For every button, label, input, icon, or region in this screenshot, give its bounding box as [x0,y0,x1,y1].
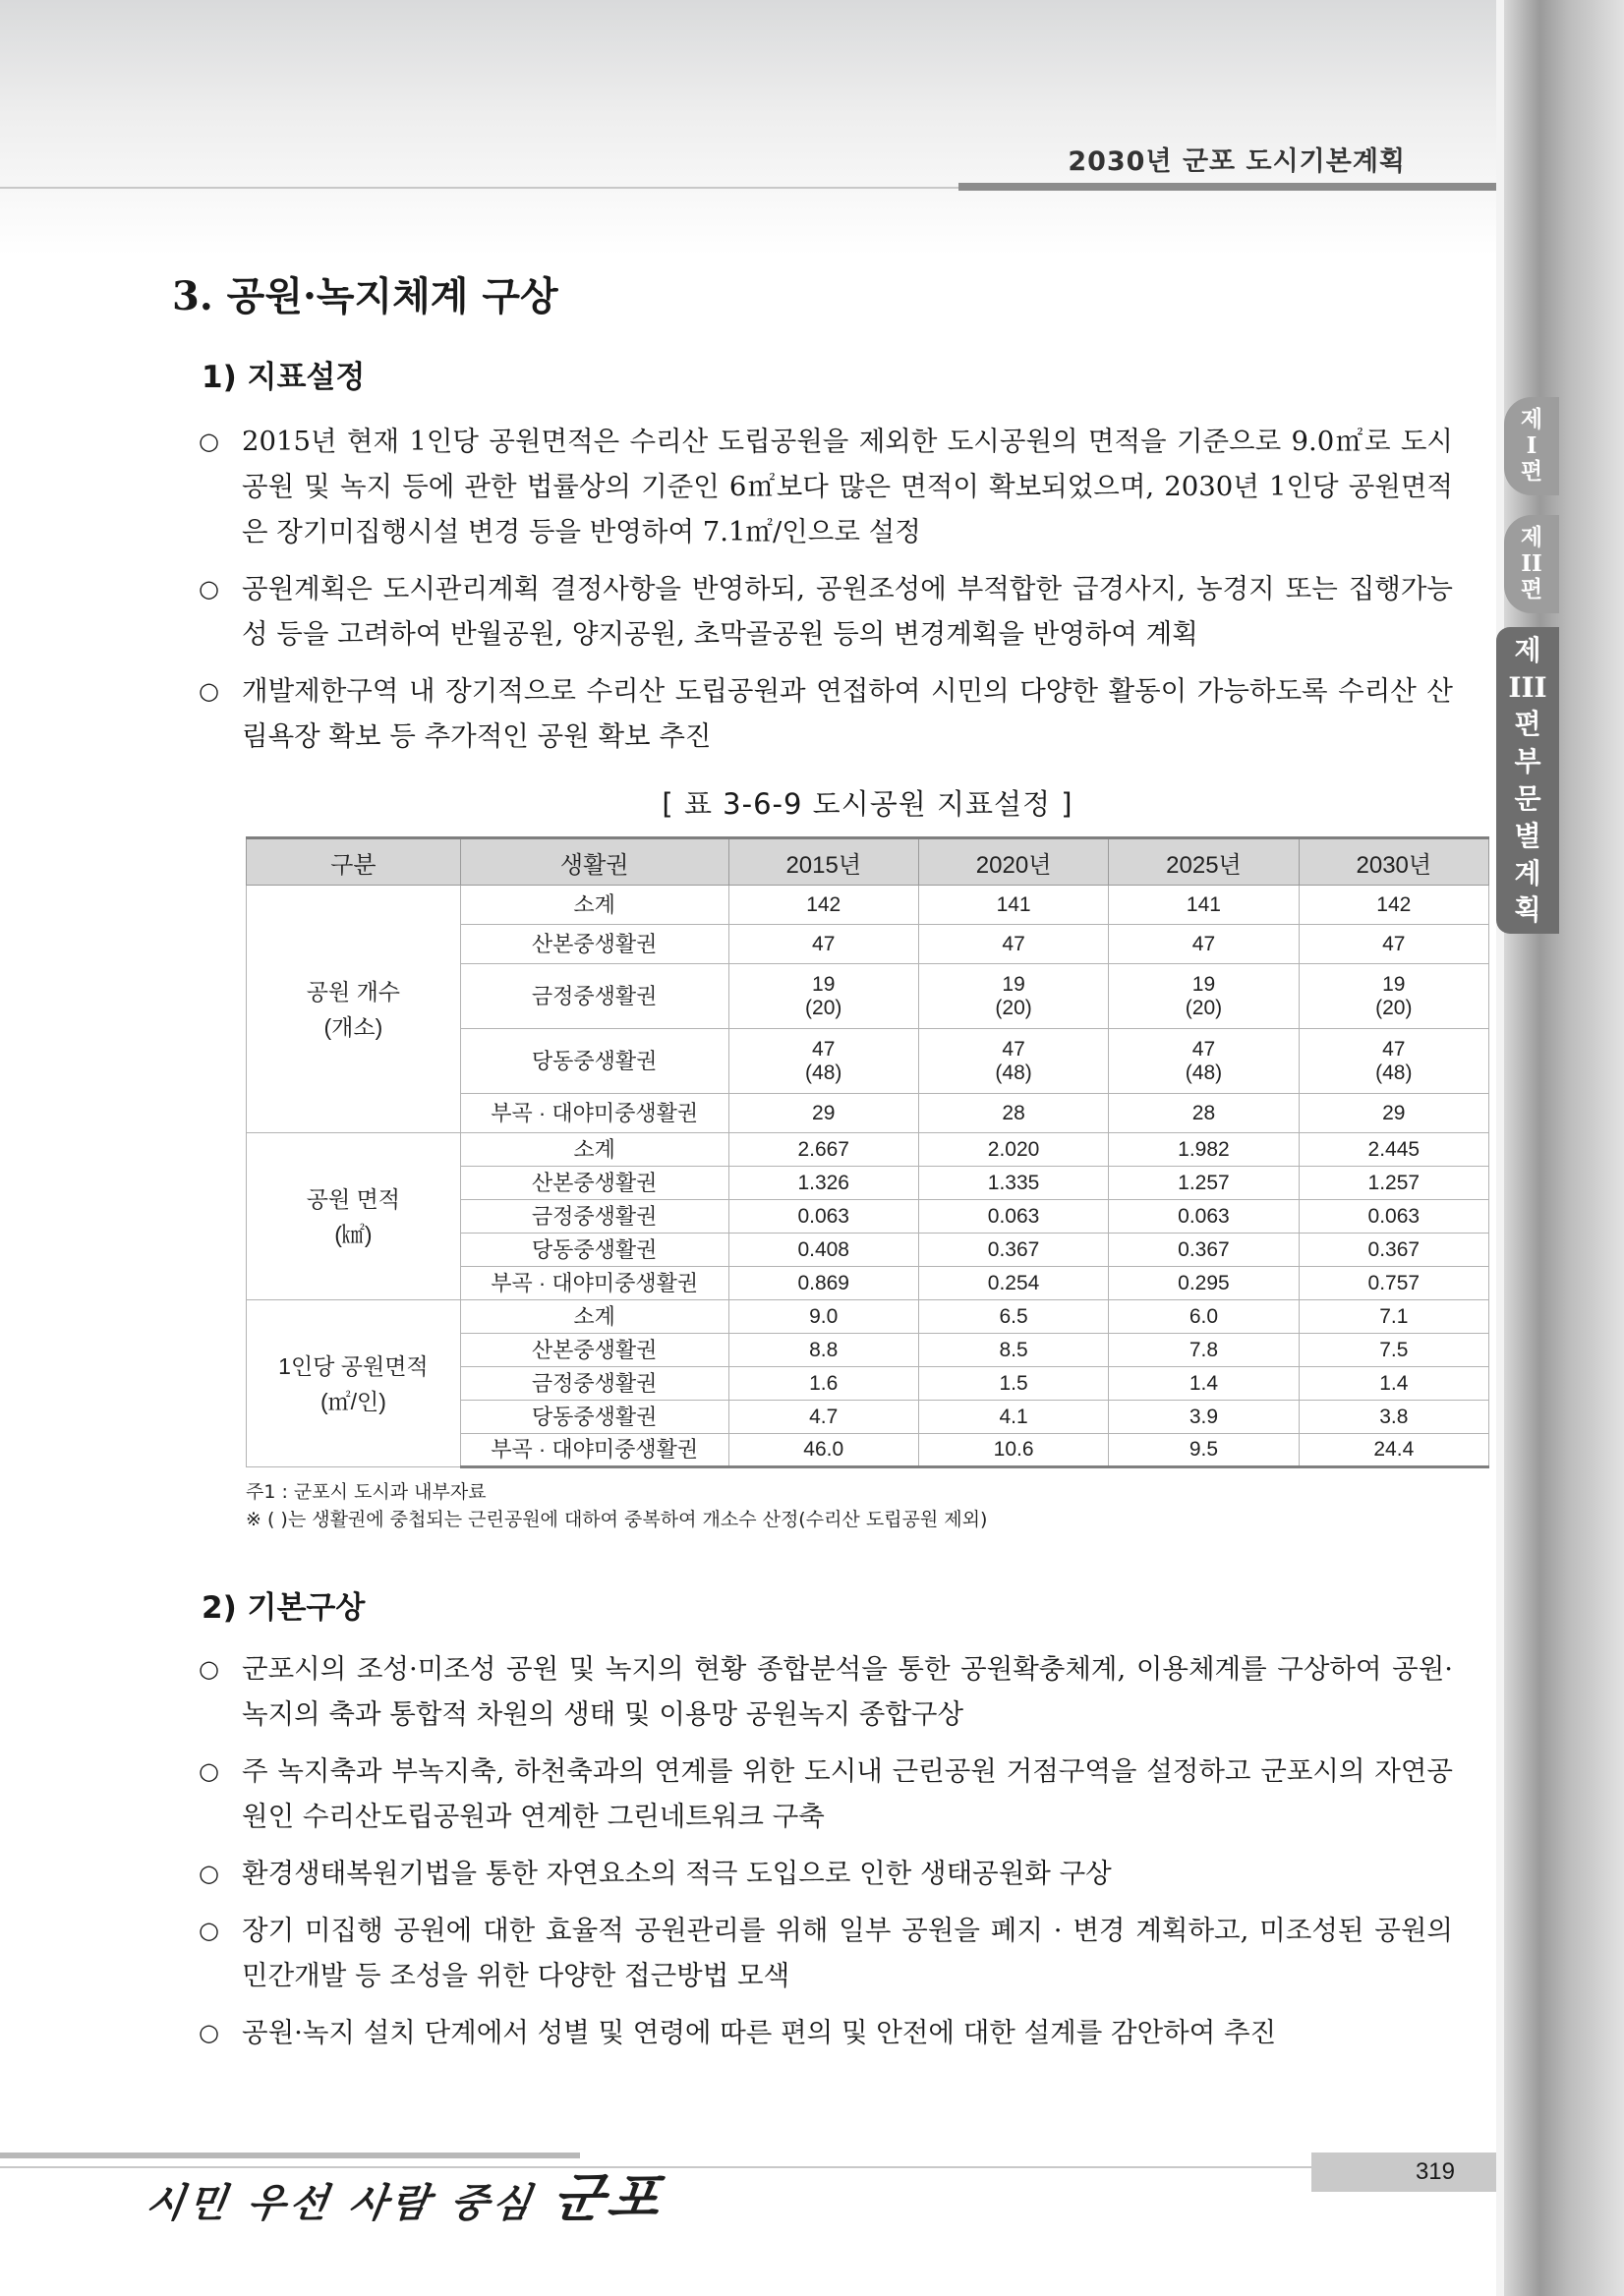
table-row [247,886,1489,925]
tab-char: 편 [1520,576,1543,603]
value-cell: 1.257 [1299,1167,1488,1200]
column-header: 생활권 [460,838,728,886]
value-main: 19 [1382,972,1406,996]
value-cell: 7.1 [1299,1300,1488,1334]
subsection-heading-1: 1) 지표설정 [202,360,366,395]
value-cell: 0.367 [1299,1234,1488,1267]
value-main: 19 [1002,972,1025,996]
value-cell: 7.8 [1109,1334,1299,1367]
value-overlap: (20) [995,996,1032,1019]
value-overlap: (20) [1185,996,1223,1019]
bullet-list-2 [242,1646,1453,2067]
table-source-note: 주1 : 군포시 도시과 내부자료 [246,1481,487,1503]
value-main: 19 [812,972,836,996]
value-cell: 24.4 [1299,1434,1488,1467]
page-number: 319 [1311,2152,1496,2192]
side-tab-part-3-active[interactable] [1496,627,1559,934]
row-group-label [247,886,461,1133]
value-cell: 0.254 [918,1267,1108,1300]
value-overlap: (48) [995,1061,1032,1084]
bullet-item: ○ 군포시의 조성·미조성 공원 및 녹지의 현황 종합분석을 통한 공원확충체계, 이용체계를 구상하여 공원·녹지의 축과 통합적 차원의 생태 및 이용망 공원녹지 종합구상 [242,1646,1453,1737]
value-main: 47 [1191,1037,1216,1061]
zone-cell: 소계 [460,886,728,925]
slogan-city-name: 군포 [548,2166,668,2229]
side-tab-part-2[interactable] [1504,515,1559,613]
zone-cell: 당동중생활권 [460,1234,728,1267]
tab-char: 제 [1520,406,1543,433]
tab-char: 획 [1514,893,1541,927]
group-unit-line: (㎢) [334,1221,373,1247]
column-header: 2020년 [918,838,1108,886]
side-margin-strip [1504,0,1624,2296]
value-main: 19 [1191,972,1216,996]
column-header: 2015년 [728,838,918,886]
value-cell: 7.5 [1299,1334,1488,1367]
value-cell: 1.4 [1109,1367,1299,1401]
row-group-label [247,1133,461,1300]
value-cell: 28 [918,1094,1108,1133]
value-overlap: (20) [1375,996,1413,1019]
tab-char: III [1508,670,1547,704]
zone-cell: 금정중생활권 [460,964,728,1029]
value-overlap: (20) [805,996,842,1019]
value-cell: 4.1 [918,1401,1108,1434]
tab-char: 별 [1514,819,1541,852]
value-cell: 0.367 [1109,1234,1299,1267]
bullet-item: ○ 공원계획은 도시관리계획 결정사항을 반영하되, 공원조성에 부적합한 급경사지, 농경지 또는 집행가능성 등을 고려하여 반월공원, 양지공원, 초막골공원 등의 변경계획을 반영하여 계획 [242,566,1453,657]
value-cell: 6.5 [918,1300,1108,1334]
value-cell: 0.063 [918,1200,1108,1234]
table-footnote: ※ ( )는 생활권에 중첩되는 근린공원에 대하여 중복하여 개소수 산정(수리산 도립공원 제외) [246,1509,988,1530]
zone-cell: 소계 [460,1133,728,1167]
row-group-label [247,1300,461,1467]
value-cell: 0.295 [1109,1267,1299,1300]
value-cell: 142 [728,886,918,925]
value-cell: 1.982 [1109,1133,1299,1167]
value-cell: 0.063 [1109,1200,1299,1234]
value-cell: 141 [918,886,1108,925]
tab-char: 부 [1514,745,1541,778]
slogan-text: 시민 우선 사람 중심 [143,2180,538,2226]
bullet-item: ○ 2015년 현재 1인당 공원면적은 수리산 도립공원을 제외한 도시공원의 면적을 기준으로 9.0㎡로 도시공원 및 녹지 등에 관한 법률상의 기준인 6㎡보다 많은 면적이 확보되었으며, 2030년 1인당 공원면적은 장기미집행시설 변경 등을 반영하여 7.1㎡/인으로 설정 [242,419,1453,554]
running-header-title: 2030년 군포 도시기본계획 [1068,146,1406,177]
zone-cell: 산본중생활권 [460,1334,728,1367]
value-cell: 29 [1299,1094,1488,1133]
bullet-item: ○ 공원·녹지 설치 단계에서 성별 및 연령에 따른 편의 및 안전에 대한 설계를 감안하여 추진 [242,2010,1453,2055]
tab-char: 계 [1514,856,1541,890]
zone-cell: 부곡 · 대야미중생활권 [460,1267,728,1300]
value-cell: 1.4 [1299,1367,1488,1401]
value-cell: 0.869 [728,1267,918,1300]
bullet-item: ○ 주 녹지축과 부녹지축, 하천축과의 연계를 위한 도시내 근린공원 거점구역을 설정하고 군포시의 자연공원인 수리산도립공원과 연계한 그린네트워크 구축 [242,1749,1453,1839]
value-cell [918,964,1108,1029]
value-overlap: (48) [1185,1061,1223,1084]
city-slogan-logo [143,2156,669,2232]
value-cell: 1.5 [918,1367,1108,1401]
value-cell: 2.445 [1299,1133,1488,1167]
park-indicator-table [246,836,1489,1468]
column-header: 2030년 [1299,838,1488,886]
bullet-item: ○ 장기 미집행 공원에 대한 효율적 공원관리를 위해 일부 공원을 폐지 · 변경 계획하고, 미조성된 공원의 민간개발 등 조성을 위한 다양한 접근방법 모색 [242,1908,1453,1998]
value-cell [1299,964,1488,1029]
value-cell: 47 [728,925,918,964]
section-title: 3. 공원·녹지체계 구상 [172,273,558,319]
value-cell: 9.5 [1109,1434,1299,1467]
zone-cell: 산본중생활권 [460,925,728,964]
zone-cell: 부곡 · 대야미중생활권 [460,1434,728,1467]
value-cell: 47 [1109,925,1299,964]
value-cell [1109,1029,1299,1094]
zone-cell: 당동중생활권 [460,1401,728,1434]
header-rule [0,187,958,189]
value-cell [918,1029,1108,1094]
zone-cell: 소계 [460,1300,728,1334]
value-cell: 29 [728,1094,918,1133]
zone-cell: 금정중생활권 [460,1200,728,1234]
value-cell: 47 [1299,925,1488,964]
sky-background [0,0,1504,256]
zone-cell: 산본중생활권 [460,1167,728,1200]
value-cell: 0.063 [728,1200,918,1234]
bullet-item: ○ 개발제한구역 내 장기적으로 수리산 도립공원과 연접하여 시민의 다양한 활동이 가능하도록 수리산 산림욕장 확보 등 추가적인 공원 확보 추진 [242,668,1453,759]
zone-cell: 당동중생활권 [460,1029,728,1094]
value-cell: 142 [1299,886,1488,925]
bullet-list-1 [242,419,1453,771]
subsection-heading-2: 2) 기본구상 [202,1590,366,1626]
tab-char: 제 [1514,633,1541,666]
value-cell: 2.667 [728,1133,918,1167]
value-cell: 3.9 [1109,1401,1299,1434]
value-main: 47 [1382,1037,1406,1061]
value-cell: 28 [1109,1094,1299,1133]
group-unit-line: (㎡/인) [319,1388,386,1414]
value-cell: 0.063 [1299,1200,1488,1234]
page-edge [1496,0,1504,2296]
value-cell [1109,964,1299,1029]
group-unit-line: (개소) [323,1013,383,1040]
value-cell: 9.0 [728,1300,918,1334]
value-cell: 141 [1109,886,1299,925]
value-cell: 4.7 [728,1401,918,1434]
tab-char: 편 [1520,458,1543,486]
zone-cell: 부곡 · 대야미중생활권 [460,1094,728,1133]
table-row [247,1133,1489,1167]
table-row [247,1300,1489,1334]
value-cell: 0.757 [1299,1267,1488,1300]
group-label-line: 공원 면적 [306,1185,401,1212]
value-cell: 1.326 [728,1167,918,1200]
value-cell: 1.6 [728,1367,918,1401]
group-label-line: 1인당 공원면적 [278,1352,429,1379]
value-cell [728,964,918,1029]
header-rule-accent [958,183,1496,191]
value-cell: 0.367 [918,1234,1108,1267]
value-cell: 47 [918,925,1108,964]
value-overlap: (48) [805,1061,842,1084]
bullet-item: ○ 환경생태복원기법을 통한 자연요소의 적극 도입으로 인한 생태공원화 구상 [242,1851,1453,1896]
value-cell: 2.020 [918,1133,1108,1167]
value-cell: 6.0 [1109,1300,1299,1334]
tab-char: II [1521,549,1542,577]
value-cell: 1.335 [918,1167,1108,1200]
side-tab-part-1[interactable] [1504,397,1559,495]
value-cell: 0.408 [728,1234,918,1267]
column-header: 구분 [247,838,461,886]
value-cell: 8.8 [728,1334,918,1367]
value-cell: 8.5 [918,1334,1108,1367]
tab-char: 문 [1514,782,1541,815]
table-header-row [247,838,1489,886]
value-cell: 46.0 [728,1434,918,1467]
tab-char: I [1526,431,1537,459]
tab-char: 제 [1520,524,1543,551]
value-cell: 3.8 [1299,1401,1488,1434]
value-cell [728,1029,918,1094]
value-main: 47 [1002,1037,1025,1061]
value-overlap: (48) [1375,1061,1413,1084]
value-main: 47 [812,1037,836,1061]
tab-char: 편 [1514,708,1541,741]
value-cell [1299,1029,1488,1094]
table-caption: [ 표 3-6-9 도시공원 지표설정 ] [662,787,1073,821]
zone-cell: 금정중생활권 [460,1367,728,1401]
column-header: 2025년 [1109,838,1299,886]
value-cell: 10.6 [918,1434,1108,1467]
group-label-line: 공원 개수 [306,978,401,1004]
value-cell: 1.257 [1109,1167,1299,1200]
